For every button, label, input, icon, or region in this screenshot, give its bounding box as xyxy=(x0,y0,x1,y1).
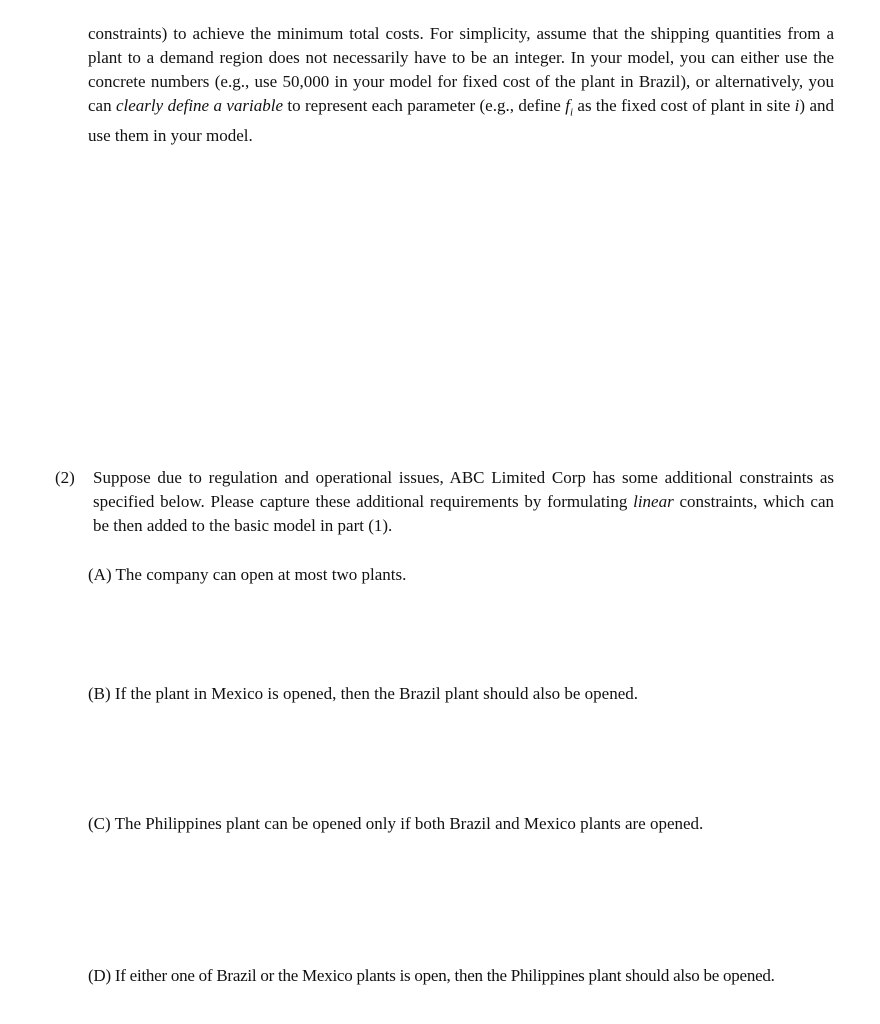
subquestion-c: (C) The Philippines plant can be opened only if both Brazil and Mexico plants are opened. xyxy=(88,814,704,833)
intro-fixed-cost-symbol xyxy=(565,96,574,119)
question-2-emphasis-linear: linear xyxy=(633,492,674,511)
intro-symbol-f: f xyxy=(565,96,570,115)
intro-text-4: ) and use them in your model. xyxy=(88,96,834,146)
intro-symbol-subscript: i xyxy=(569,106,574,119)
intro-text-2: to represent each parameter (e.g., define xyxy=(283,96,566,115)
question-2-number: (2) xyxy=(55,468,75,487)
question-2-text-1: Suppose due to regulation and operational issues, ABC Limited Corp has some additional constraints as specified below. Please capture these additional requirements by formulating xyxy=(93,468,834,511)
question-2-text-2: constraints, which can be then added to the basic model in part (1). xyxy=(93,492,834,535)
intro-text-3: as the fixed cost of plant in site xyxy=(573,96,795,115)
subquestion-a: (A) The company can open at most two plants. xyxy=(88,565,407,584)
intro-site-index: i xyxy=(794,96,800,115)
intro-text-1: constraints) to achieve the minimum total costs. For simplicity, assume that the shipping quantities from a plant to a demand region does not necessarily have to be an integer. In your model, you can either use the concrete numbers (e.g., use 50,000 in your model for fixed cost of the plant in Brazil), or alternatively, you can xyxy=(88,24,834,115)
intro-emphasis-define-variable: clearly define a variable xyxy=(115,96,284,115)
subquestion-d: (D) If either one of Brazil or the Mexico plants is open, then the Philippines plant should also be opened. xyxy=(88,966,775,985)
question-2-text xyxy=(93,466,834,538)
intro-paragraph xyxy=(88,22,834,148)
subquestion-b: (B) If the plant in Mexico is opened, then the Brazil plant should also be opened. xyxy=(88,684,639,703)
